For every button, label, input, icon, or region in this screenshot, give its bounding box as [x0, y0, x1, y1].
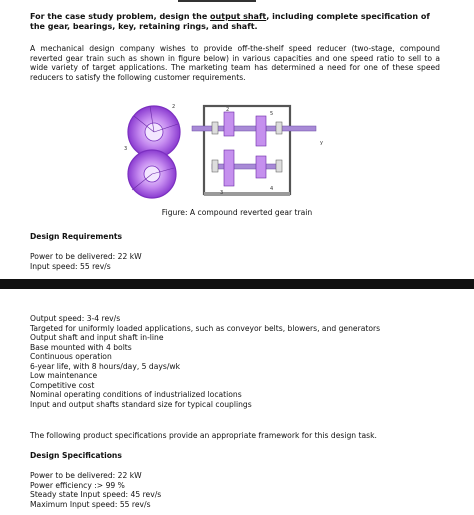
label-y: y: [320, 140, 323, 146]
design-requirements-heading: Design Requirements: [30, 232, 123, 241]
framework-paragraph: The following product specifications provide an appropriate framework for this design task.: [30, 431, 377, 440]
countershaft: [212, 164, 280, 169]
list-item: Power efficiency :> 99 %: [30, 480, 125, 490]
label-gear5: 5: [270, 111, 274, 117]
output-shaft: [266, 126, 316, 131]
specifications-list: [30, 471, 444, 509]
list-item: Base mounted with 4 bolts: [30, 342, 132, 352]
list-item: Output speed: 3-4 rev/s: [30, 314, 121, 323]
design-specifications-heading: Design Specifications: [30, 451, 122, 460]
list-item: Low maintenance: [30, 371, 98, 380]
list-item: Maximum Input speed: 55 rev/s: [30, 499, 151, 509]
problem-heading: For the case study problem, design the output shaft, including complete specification of the gear, bearings, key, retaining rings, and shaft.: [30, 12, 430, 31]
gearbox-housing: [192, 106, 323, 196]
list-item: Continuous operation: [30, 352, 112, 361]
perspective-gears: [124, 104, 180, 198]
list-item: Steady state Input speed: 45 rev/s: [30, 490, 162, 500]
page-break-bar: [0, 279, 474, 289]
figure-caption: Figure: A compound reverted gear train: [161, 208, 313, 217]
requirements-list-bottom: [30, 314, 444, 409]
list-item: 6-year life, with 8 hours/day, 5 days/wk: [30, 361, 180, 371]
list-item: Power to be delivered: 22 kW: [30, 471, 142, 480]
list-item: Nominal operating conditions of industrialized locations: [30, 390, 242, 399]
list-item: Power to be delivered: 22 kW: [30, 252, 142, 261]
list-item: Targeted for uniformly loaded applications, such as conveyor belts, blowers, and generators: [30, 323, 381, 333]
gear-train-figure: [120, 104, 360, 202]
label-gear3-housing: 3: [220, 190, 224, 196]
label-gear2-housing: 2: [226, 107, 230, 113]
list-item: Output shaft and input shaft in-line: [30, 333, 164, 342]
list-item: Competitive cost: [30, 380, 95, 390]
requirements-list-top: [30, 252, 440, 271]
list-item: Input speed: 55 rev/s: [30, 261, 111, 271]
label-gear4: 4: [270, 186, 274, 192]
underlined-term: output shaft: [210, 12, 267, 21]
label-gear3: 3: [124, 146, 128, 152]
intro-paragraph: A mechanical design company wishes to provide off-the-shelf speed reducer (two-stage, compound reverted gear train such as shown in figure below) in various capacities and one speed ratio to sell to a wide variety of target applications. The marketing team has determined a need for one of these speed reducers to satisfy the following customer requirements.: [30, 44, 440, 82]
cropped-title-underline: [178, 0, 256, 2]
label-gear2: 2: [172, 104, 176, 110]
list-item: Input and output shafts standard size for typical couplings: [30, 399, 252, 409]
